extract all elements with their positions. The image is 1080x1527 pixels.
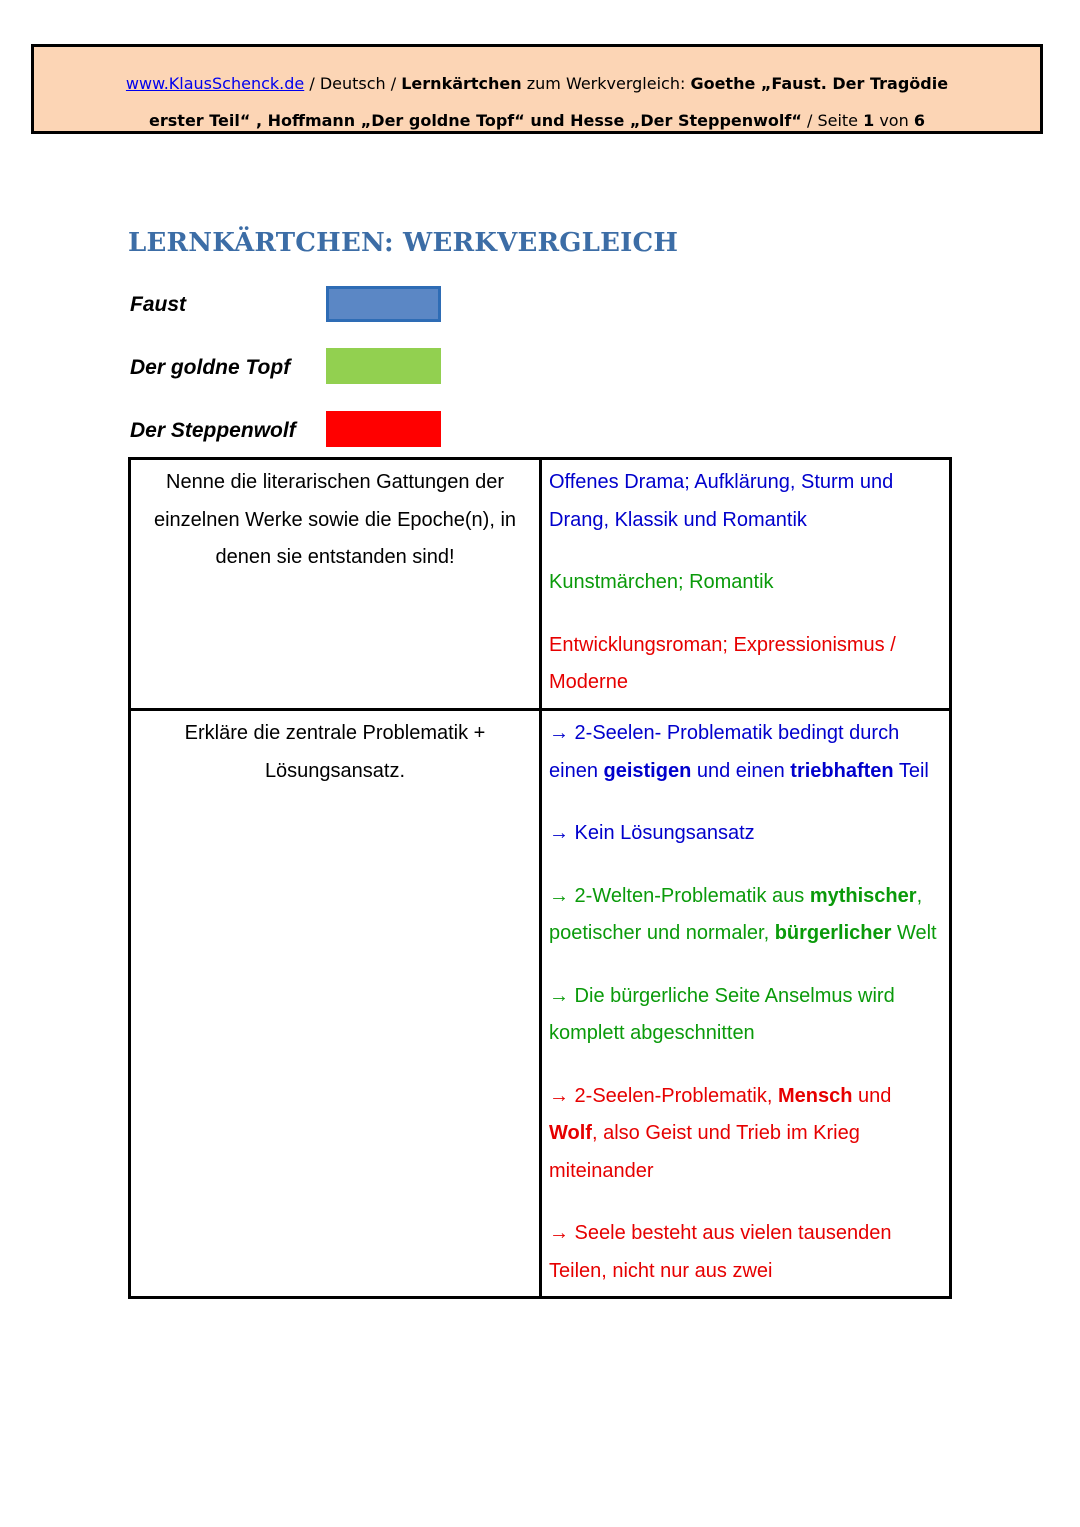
answer-faust-solution: → Kein Lösungsansatz bbox=[549, 822, 755, 844]
legend-label-steppenwolf: Der Steppenwolf bbox=[130, 419, 296, 442]
answer-topf-solution: → Die bürgerliche Seite Anselmus wird komplett abgeschnitten bbox=[549, 984, 895, 1044]
question-text: Nenne die literarischen Gattungen der einzelnen Werke sowie die Epoche(n), in denen sie entstanden sind! bbox=[153, 471, 517, 568]
answer-steppenwolf-problem: → 2-Seelen-Problematik, Mensch und Wolf, also Geist und Trieb im Krieg miteinander bbox=[549, 1084, 892, 1182]
answer-topf: Kunstmärchen; Romantik bbox=[549, 571, 774, 593]
legend-label-faust: Faust bbox=[130, 293, 187, 316]
answer-faust-problem: → 2-Seelen- Problematik bedingt durch einen geistigen und einen triebhaften Teil bbox=[549, 722, 929, 782]
page-title: LERNKÄRTCHEN: WERKVERGLEICH bbox=[128, 228, 679, 258]
legend-swatch-topf bbox=[326, 348, 441, 384]
header-breadcrumb: / Deutsch / bbox=[304, 74, 402, 93]
header-line-1 bbox=[34, 65, 1040, 102]
question-text: Erkläre die zentrale Problematik + Lösungsansatz. bbox=[184, 722, 486, 782]
header-works: Goethe „Faust. Der Tragödie bbox=[690, 74, 949, 93]
flashcard-table bbox=[128, 457, 952, 1299]
question-cell bbox=[130, 710, 541, 1298]
answer-steppenwolf-solution: → Seele besteht aus vielen tausenden Teilen, nicht nur aus zwei bbox=[549, 1222, 892, 1282]
table-row bbox=[130, 710, 951, 1298]
question-cell bbox=[130, 459, 541, 710]
answer-cell bbox=[541, 710, 951, 1298]
header-line-2 bbox=[34, 102, 1040, 139]
answer-faust: Offenes Drama; Aufklärung, Sturm und Drang, Klassik und Romantik bbox=[549, 471, 894, 531]
table-row bbox=[130, 459, 951, 710]
page-current: 1 bbox=[863, 111, 875, 130]
answer-topf-problem: → 2-Welten-Problematik aus mythischer, poetischer und normaler, bürgerlicher Welt bbox=[549, 884, 937, 944]
header-page-label: / Seite bbox=[801, 111, 864, 130]
klausschenck-link[interactable]: www.KlausSchenck.de bbox=[125, 74, 305, 93]
page-total: 6 bbox=[913, 111, 925, 130]
answer-steppenwolf: Entwicklungsroman; Expressionismus / Moderne bbox=[549, 633, 896, 693]
page-header bbox=[31, 44, 1043, 134]
legend-swatch-steppenwolf bbox=[326, 411, 441, 447]
legend-label-topf: Der goldne Topf bbox=[130, 356, 291, 379]
header-subject: Lernkärtchen bbox=[401, 74, 522, 93]
answer-cell bbox=[541, 459, 951, 710]
header-works-cont: erster Teil“ , Hoffmann „Der goldne Topf“ und Hesse „Der Steppenwolf“ bbox=[149, 111, 802, 130]
header-page-of: von bbox=[874, 111, 914, 130]
legend-swatch-faust bbox=[326, 286, 441, 322]
header-text: zum Werkvergleich: bbox=[521, 74, 691, 93]
